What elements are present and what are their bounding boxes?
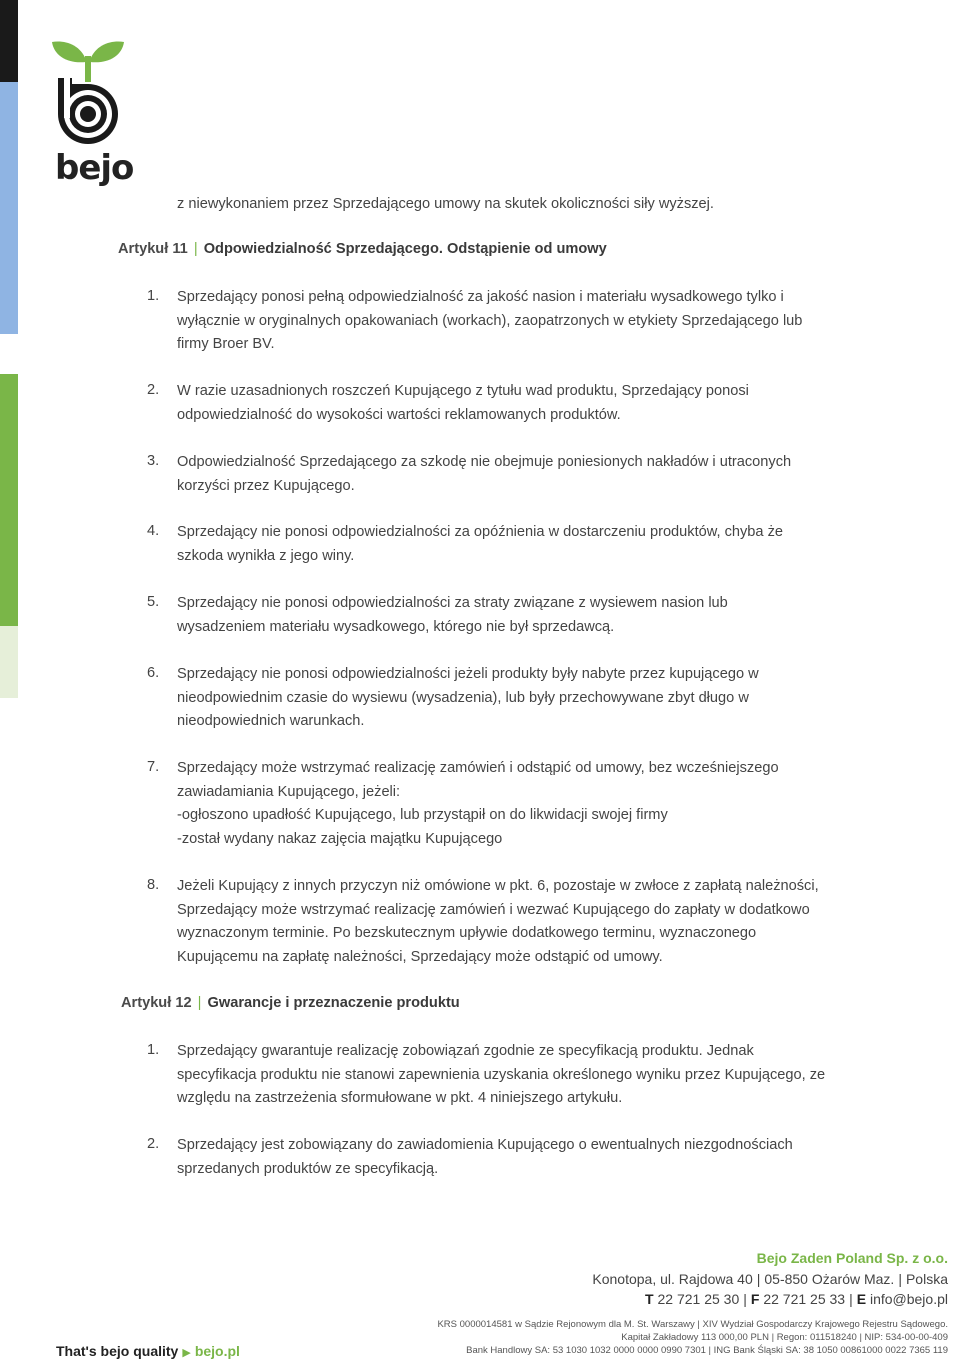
footer-email[interactable]: info@bejo.pl xyxy=(869,1291,948,1307)
side-bar-black xyxy=(0,0,18,82)
list-item: W razie uzasadnionych roszczeń Kupującego z tytułu wad produktu, Sprzedający ponosi odpowiedzialność do wysokości wartości reklamowanych produktów. xyxy=(177,383,749,423)
footer-tagline xyxy=(56,1343,240,1359)
website-link[interactable]: bejo.pl xyxy=(194,1343,240,1359)
footer xyxy=(0,1240,960,1364)
footer-reg-line: Kapitał Zakładowy 113 000,00 PLN | Regon: 011518240 | NIP: 534-00-00-409 xyxy=(621,1332,948,1343)
phone-label: T xyxy=(645,1291,654,1307)
article-11-separator: | xyxy=(193,241,198,257)
article-11-label: Artykuł 11 xyxy=(118,241,188,257)
footer-contacts: T 22 721 25 30 | F 22 721 25 33 | E info@bejo.pl xyxy=(645,1291,948,1307)
footer-company: Bejo Zaden Poland Sp. z o.o. xyxy=(756,1250,948,1266)
article-12-heading xyxy=(121,995,460,1011)
list-item: Sprzedający ponosi pełną odpowiedzialność za jakość nasion i materiału wysadkowego tylko i wyłącznie w oryginalnych opakowaniach (workach), zaopatrzonych w etykiety Sprzedającego lub firmy Broer BV. xyxy=(177,289,803,352)
list-item-number: 6. xyxy=(147,665,160,681)
tagline-text: That's bejo quality xyxy=(56,1343,179,1359)
footer-fax: 22 721 25 33 xyxy=(763,1291,846,1307)
footer-street: Konotopa, ul. Rajdowa 40 xyxy=(592,1271,753,1287)
list-item: Sprzedający nie ponosi odpowiedzialności za opóźnienia w dostarczeniu produktów, chyba że szkoda wynikła z jego winy. xyxy=(177,524,784,564)
list-item: Sprzedający gwarantuje realizację zobowiązań zgodnie ze specyfikacją produktu. Jednak specyfikacja produktu nie stanowi zapewnienia uzyskania określonego wyniku przez Kupującego, ze względu na zastrzeżenia sformułowane w pkt. 4 niniejszego artykułu. xyxy=(177,1043,826,1106)
side-bar-green xyxy=(0,374,18,626)
side-bar-blue xyxy=(0,82,18,334)
arrow-icon: ▶ xyxy=(182,1347,191,1359)
list-item-number: 2. xyxy=(147,1136,160,1152)
article-12-title: Gwarancje i przeznaczenie produktu xyxy=(207,995,460,1011)
list-item: Odpowiedzialność Sprzedającego za szkodę nie obejmuje poniesionych nakładów i utraconych korzyści przez Kupującego. xyxy=(177,454,792,494)
list-item-number: 5. xyxy=(147,594,160,610)
list-item-number: 4. xyxy=(147,523,160,539)
list-item-number: 3. xyxy=(147,453,160,469)
list-item-number: 2. xyxy=(147,382,160,398)
list-item: Sprzedający nie ponosi odpowiedzialności jeżeli produkty były nabyte przez kupującego w nieodpowiednim czasie do wysiewu (wysadzenia), lub były przechowywane zbyt długo w nieodpowiednich warunkach. xyxy=(177,666,759,729)
bejo-logo-icon xyxy=(50,38,126,148)
list-item-number: 7. xyxy=(147,759,160,775)
footer-city: 05-850 Ożarów Maz. xyxy=(764,1271,895,1287)
footer-reg-line: KRS 0000014581 w Sądzie Rejonowym dla M. St. Warszawy | XIV Wydział Gospodarczy Krajowego Rejestru Sądowego. xyxy=(437,1319,948,1330)
footer-phone: 22 721 25 30 xyxy=(657,1291,740,1307)
list-item: Sprzedający jest zobowiązany do zawiadomienia Kupującego o ewentualnych niezgodnościach sprzedanych produktów ze specyfikacją. xyxy=(177,1137,793,1177)
list-item: Jeżeli Kupujący z innych przyczyn niż omówione w pkt. 6, pozostaje w zwłoce z zapłatą należności, Sprzedający może wstrzymać realizację zamówień i wezwać Kupującego do zapłaty w dodatkowo wyznaczonym terminie. Po bezskutecznym upływie dodatkowego terminu, wyznaczonego Kupującemu na zapłatę należności, Sprzedający może odstąpić od umowy. xyxy=(177,878,819,965)
footer-registration xyxy=(437,1318,948,1357)
footer-country: Polska xyxy=(905,1271,948,1287)
article-12-separator: | xyxy=(197,995,202,1011)
intro-line: z niewykonaniem przez Sprzedającego umowy na skutek okoliczności siły wyższej. xyxy=(177,196,714,212)
footer-address: Konotopa, ul. Rajdowa 40 | 05-850 Ożarów Maz. | Polska xyxy=(592,1271,948,1287)
logo-text: bejo xyxy=(55,148,134,188)
article-11-title: Odpowiedzialność Sprzedającego. Odstąpienie od umowy xyxy=(203,241,607,257)
list-item: Sprzedający nie ponosi odpowiedzialności za straty związane z wysiewem nasion lub wysadzeniem materiału wysadkowego, którego nie był sprzedawcą. xyxy=(177,595,728,635)
list-item: Sprzedający może wstrzymać realizację zamówień i odstąpić od umowy, bez wcześniejszego zawiadamiania Kupującego, jeżeli: xyxy=(177,760,779,800)
side-bar-pale-green xyxy=(0,626,18,698)
email-label: E xyxy=(856,1291,867,1307)
article-12-label: Artykuł 12 xyxy=(121,995,192,1011)
list-item-number: 1. xyxy=(147,288,160,304)
footer-reg-line: Bank Handlowy SA: 53 1030 1032 0000 0000 0990 7301 | ING Bank Śląski SA: 38 1050 00861000 0022 7365 119 xyxy=(466,1345,948,1356)
list-sub-item: -ogłoszono upadłość Kupującego, lub przystąpił on do likwidacji swojej firmy xyxy=(177,807,668,823)
list-item-number: 8. xyxy=(147,877,160,893)
list-item-number: 1. xyxy=(147,1042,160,1058)
list-sub-item: -został wydany nakaz zajęcia majątku Kupującego xyxy=(177,831,503,847)
article-11-heading xyxy=(118,241,607,257)
fax-label: F xyxy=(750,1291,760,1307)
